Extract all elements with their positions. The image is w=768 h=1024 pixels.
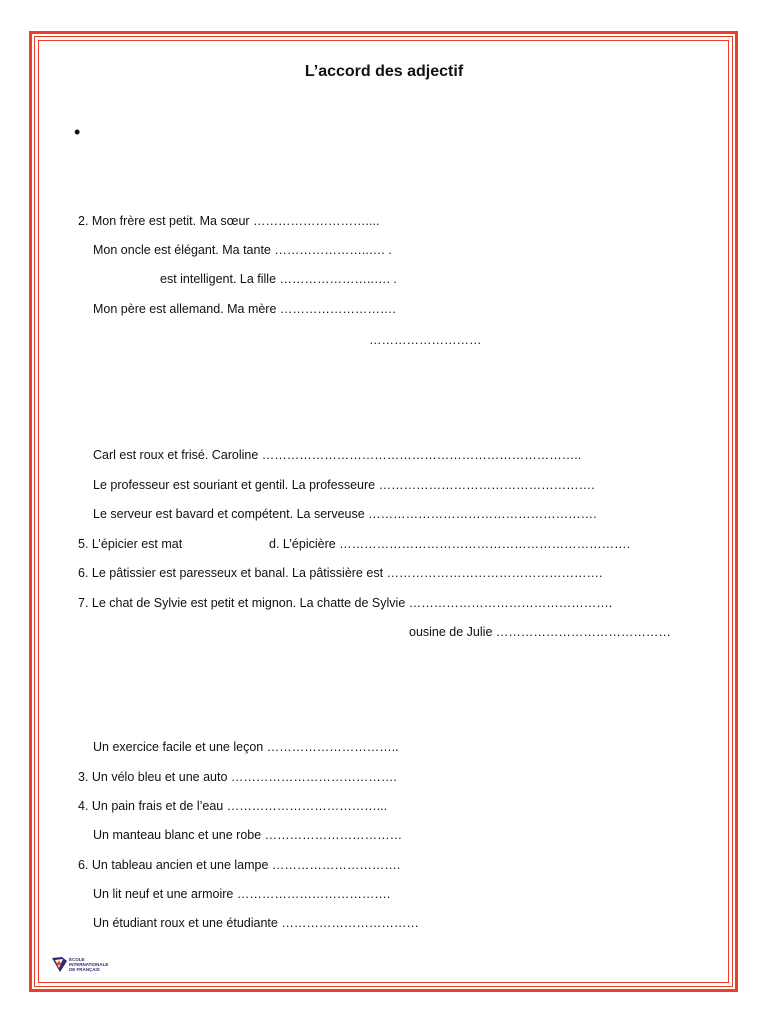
exercise-line: 6. Un tableau ancien et une lampe …………………………. xyxy=(78,858,401,872)
exercise-line: Un manteau blanc et une robe …………………………… xyxy=(93,828,403,842)
exercise-line: Un étudiant roux et une étudiante …………………………… xyxy=(93,916,419,930)
exercise-line: ……………………… xyxy=(369,333,482,347)
school-logo-icon xyxy=(50,954,70,974)
exercise-line: Le professeur est souriant et gentil. La professeure ……………………………………………. xyxy=(93,478,595,492)
bullet-point: • xyxy=(74,122,81,142)
exercise-line: 4. Un pain frais et de l’eau ………………………………... xyxy=(78,799,388,813)
exercise-line: Mon père est allemand. Ma mère ………………………. xyxy=(93,302,396,316)
page-title: L’accord des adjectif xyxy=(304,63,464,80)
exercise-line: 3. Un vélo bleu et une auto …………………………………. xyxy=(78,770,397,784)
exercise-line: Carl est roux et frisé. Caroline ………………………………………………………………….. xyxy=(93,448,582,462)
exercise-line: d. L’épicière ……………………………………………………………. xyxy=(269,537,631,551)
exercise-line: 6. Le pâtissier est paresseux et banal. La pâtissière est ……………………………………………. xyxy=(78,566,603,580)
exercise-line: ousine de Julie …………………………………… xyxy=(409,625,671,639)
exercise-line: 5. L’épicier est mat xyxy=(78,537,183,551)
exercise-line: Un lit neuf et une armoire ………………………………. xyxy=(93,887,391,901)
exercise-line: Un exercice facile et une leçon ………………………….. xyxy=(93,740,399,754)
exercise-line: Mon oncle est élégant. Ma tante …………………..…. . xyxy=(93,243,392,257)
exercise-line: 7. Le chat de Sylvie est petit et mignon. La chatte de Sylvie …………………………………………. xyxy=(78,596,613,610)
school-logo xyxy=(50,954,110,974)
exercise-line: Le serveur est bavard et compétent. La serveuse ………………………………………………. xyxy=(93,507,597,521)
exercise-line: est intelligent. La fille …………………..…. . xyxy=(160,272,397,286)
school-logo-text: ÉCOLE INTERNATIONALE DE FRANÇAIS xyxy=(69,957,109,972)
exercise-line: 2. Mon frère est petit. Ma sœur ……………………….... xyxy=(78,214,380,228)
